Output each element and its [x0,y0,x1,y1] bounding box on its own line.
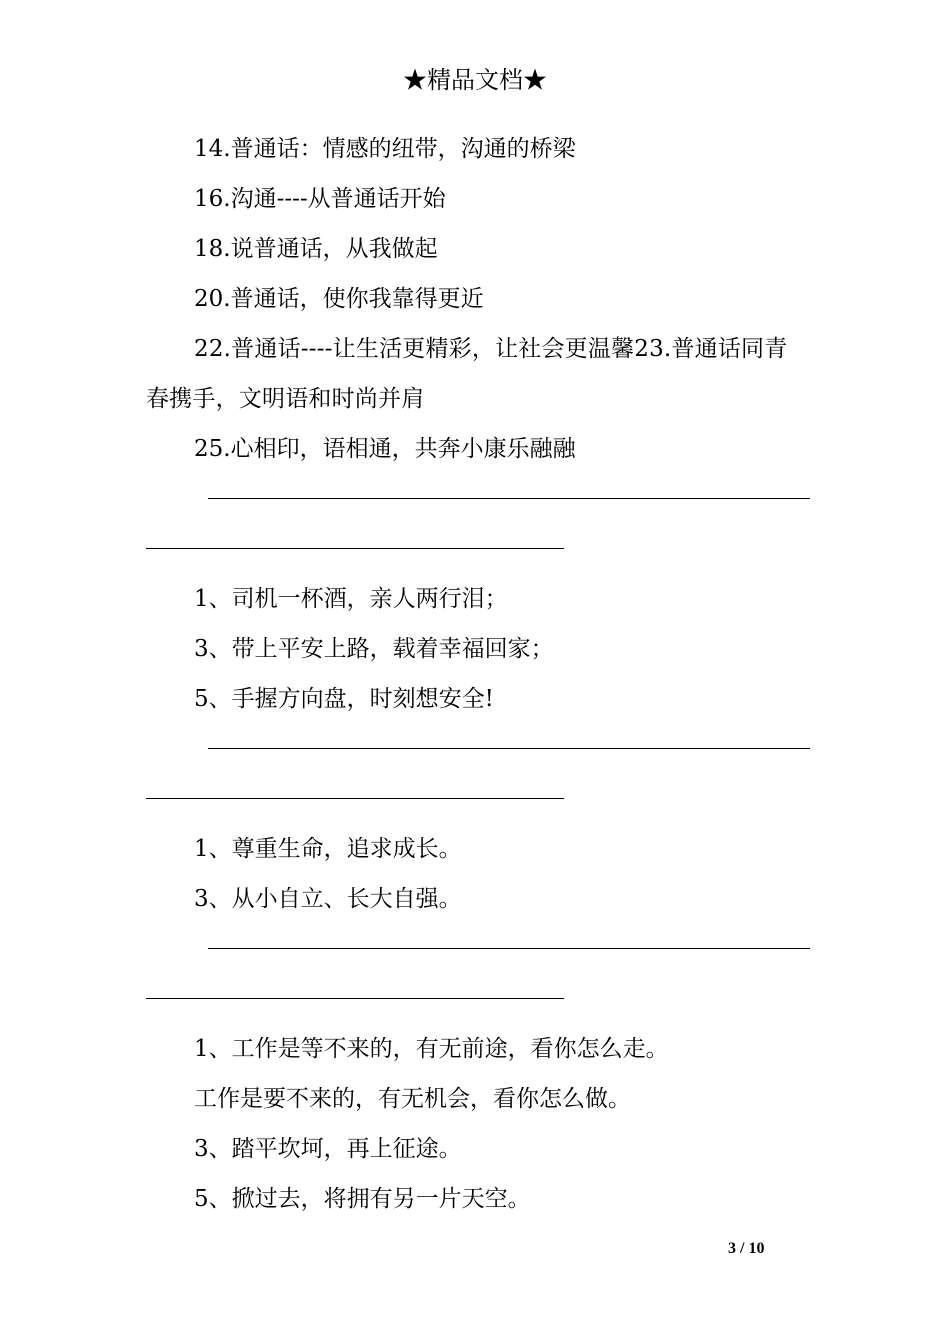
slogan-line: 1、司机一杯酒，亲人两行泪； [194,586,508,612]
separator-line [146,724,810,774]
slogan-line: 3、踏平坎坷，再上征途。 [194,1136,462,1162]
slogan-line: 25.心相印，语相通，共奔小康乐融融 [194,436,576,462]
slogan-line: 14.普通话：情感的纽带，沟通的桥梁 [194,136,576,162]
slogan-line: 18.说普通话，从我做起 [194,236,438,262]
slogan-line: 3、带上平安上路，载着幸福回家； [194,636,554,662]
separator-line [146,924,810,974]
document-body [146,124,810,1224]
separator-line [146,974,810,1024]
separator-line [146,774,810,824]
slogan-line: 3、从小自立、长大自强。 [194,886,462,912]
slogan-line: 1、尊重生命，追求成长。 [194,836,462,862]
slogan-line: 5、掀过去，将拥有另一片天空。 [194,1186,531,1212]
page-number: 3 / 10 [728,1240,765,1257]
slogan-line: 5、手握方向盘，时刻想安全! [194,686,494,712]
slogan-line: 1、工作是等不来的，有无前途，看你怎么走。 [194,1036,669,1062]
slogan-line: 20.普通话，使你我靠得更近 [194,286,484,312]
slogan-line: 工作是要不来的，有无机会，看你怎么做。 [194,1086,631,1112]
page-header-title: ★精品文档★ [403,66,547,94]
separator-line [146,474,810,524]
slogan-line: 16.沟通----从普通话开始 [194,186,446,212]
separator-line [146,524,810,574]
slogan-paragraph: 22.普通话----让生活更精彩，让社会更温馨23.普通话同青春携手，文明语和时尚并肩 [146,336,788,412]
